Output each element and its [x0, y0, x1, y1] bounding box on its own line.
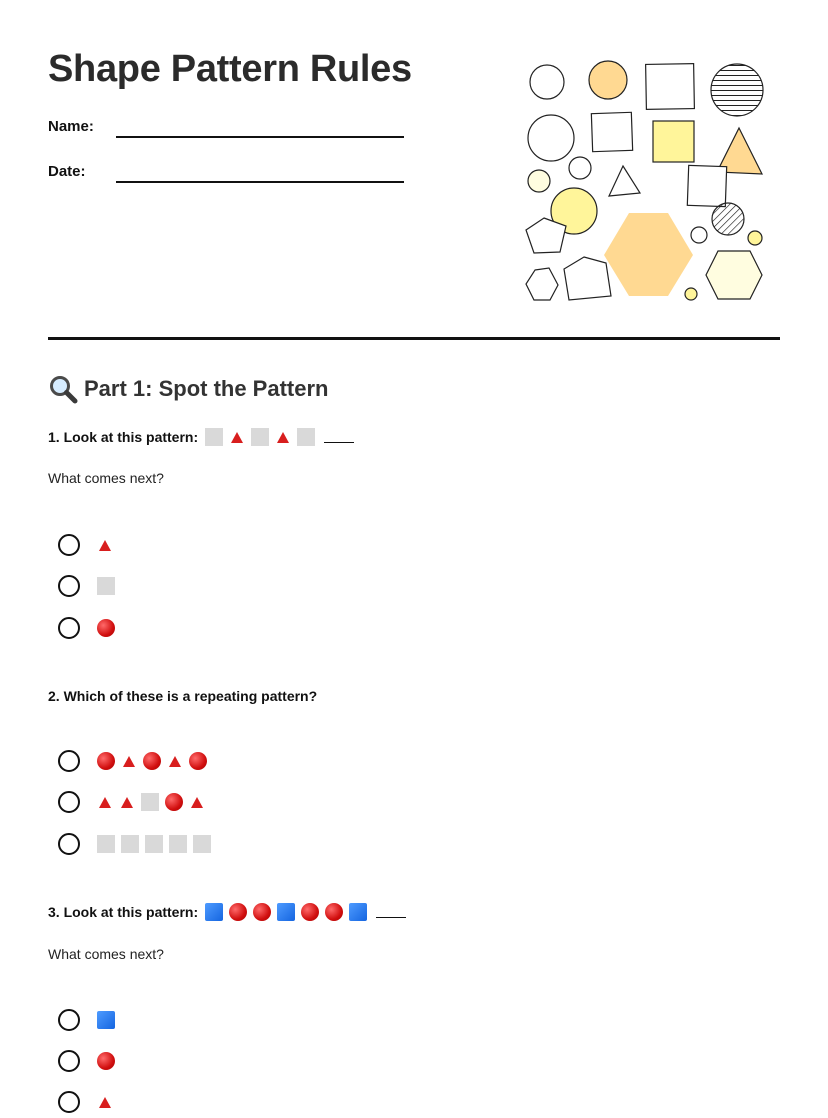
pattern-blue-square: [349, 903, 367, 921]
question-2-option-a[interactable]: [58, 750, 210, 772]
shape-square: [653, 121, 694, 162]
option-circle: [97, 619, 115, 637]
option-square: [141, 793, 159, 811]
pattern-blue-square: [277, 903, 295, 921]
shape-square: [591, 112, 632, 151]
radio-button[interactable]: [58, 750, 80, 772]
question-1-subprompt: What comes next?: [48, 470, 164, 486]
option-triangle: [121, 797, 133, 808]
shape-pentagon: [564, 257, 611, 300]
pattern-square: [297, 428, 315, 446]
shape-circle: [530, 65, 564, 99]
shape-hexagon: [706, 251, 762, 299]
shape-square: [646, 64, 695, 110]
radio-button[interactable]: [58, 575, 80, 597]
decorative-shapes-illustration: [522, 58, 772, 308]
pattern-circle: [301, 903, 319, 921]
question-3-option-c[interactable]: [58, 1091, 116, 1113]
shape-pentagon: [526, 218, 566, 253]
shape-hexagon: [526, 268, 558, 300]
question-3-option-b[interactable]: [58, 1050, 118, 1072]
part1-heading: [48, 374, 328, 404]
option-triangle: [191, 797, 203, 808]
date-write-line[interactable]: [116, 181, 404, 183]
header-divider: [48, 337, 780, 340]
pattern-circle: [253, 903, 271, 921]
radio-button[interactable]: [58, 1050, 80, 1072]
question-1-option-a[interactable]: [58, 534, 116, 556]
option-triangle: [123, 756, 135, 767]
shape-circle: [748, 231, 762, 245]
shape-hatched-circle: [712, 203, 744, 235]
question-3-prompt: 3. Look at this pattern:: [48, 904, 199, 920]
shape-circle: [569, 157, 591, 179]
worksheet-title: Shape Pattern Rules: [48, 48, 412, 90]
shape-circle: [528, 115, 574, 161]
question-3-pattern: [202, 903, 406, 921]
shape-triangle: [609, 166, 640, 196]
pattern-triangle: [231, 432, 243, 443]
part1-title: Part 1: Spot the Pattern: [84, 376, 329, 401]
shape-striped-circle: [711, 64, 763, 116]
question-1-option-c[interactable]: [58, 617, 118, 639]
option-circle: [97, 752, 115, 770]
pattern-square: [251, 428, 269, 446]
option-circle: [97, 1052, 115, 1070]
date-label: Date:: [48, 163, 86, 180]
option-square: [145, 835, 163, 853]
shape-circle: [685, 288, 697, 300]
name-label: Name:: [48, 118, 94, 135]
radio-button[interactable]: [58, 617, 80, 639]
pattern-circle: [229, 903, 247, 921]
pattern-triangle: [277, 432, 289, 443]
answer-blank: [324, 431, 354, 443]
question-1-pattern: [202, 428, 354, 446]
option-blue-square: [97, 1011, 115, 1029]
radio-button[interactable]: [58, 1091, 80, 1113]
shape-hexagon: [604, 213, 693, 296]
magnifier-icon: [48, 374, 78, 404]
question-1-option-b[interactable]: [58, 575, 118, 597]
shape-square: [687, 165, 726, 206]
answer-blank: [376, 906, 406, 918]
shape-circle: [528, 170, 550, 192]
radio-button[interactable]: [58, 534, 80, 556]
option-square: [97, 835, 115, 853]
question-2: [48, 688, 317, 704]
question-1: [48, 428, 354, 446]
question-3-option-a[interactable]: [58, 1009, 118, 1031]
radio-button[interactable]: [58, 833, 80, 855]
option-circle: [143, 752, 161, 770]
question-3-subprompt: What comes next?: [48, 946, 164, 962]
option-circle: [189, 752, 207, 770]
question-2-option-c[interactable]: [58, 833, 214, 855]
shape-circle: [691, 227, 707, 243]
option-triangle: [99, 1097, 111, 1108]
radio-button[interactable]: [58, 791, 80, 813]
question-1-prompt: 1. Look at this pattern:: [48, 429, 199, 445]
option-triangle: [169, 756, 181, 767]
option-triangle: [99, 797, 111, 808]
question-2-prompt: 2. Which of these is a repeating pattern?: [48, 688, 318, 704]
option-square: [169, 835, 187, 853]
name-write-line[interactable]: [116, 136, 404, 138]
option-square: [97, 577, 115, 595]
pattern-blue-square: [205, 903, 223, 921]
pattern-square: [205, 428, 223, 446]
option-circle: [165, 793, 183, 811]
shape-circle: [589, 61, 627, 99]
option-triangle: [99, 540, 111, 551]
radio-button[interactable]: [58, 1009, 80, 1031]
question-3: [48, 903, 406, 921]
pattern-circle: [325, 903, 343, 921]
option-square: [193, 835, 211, 853]
question-2-option-b[interactable]: [58, 791, 208, 813]
option-square: [121, 835, 139, 853]
